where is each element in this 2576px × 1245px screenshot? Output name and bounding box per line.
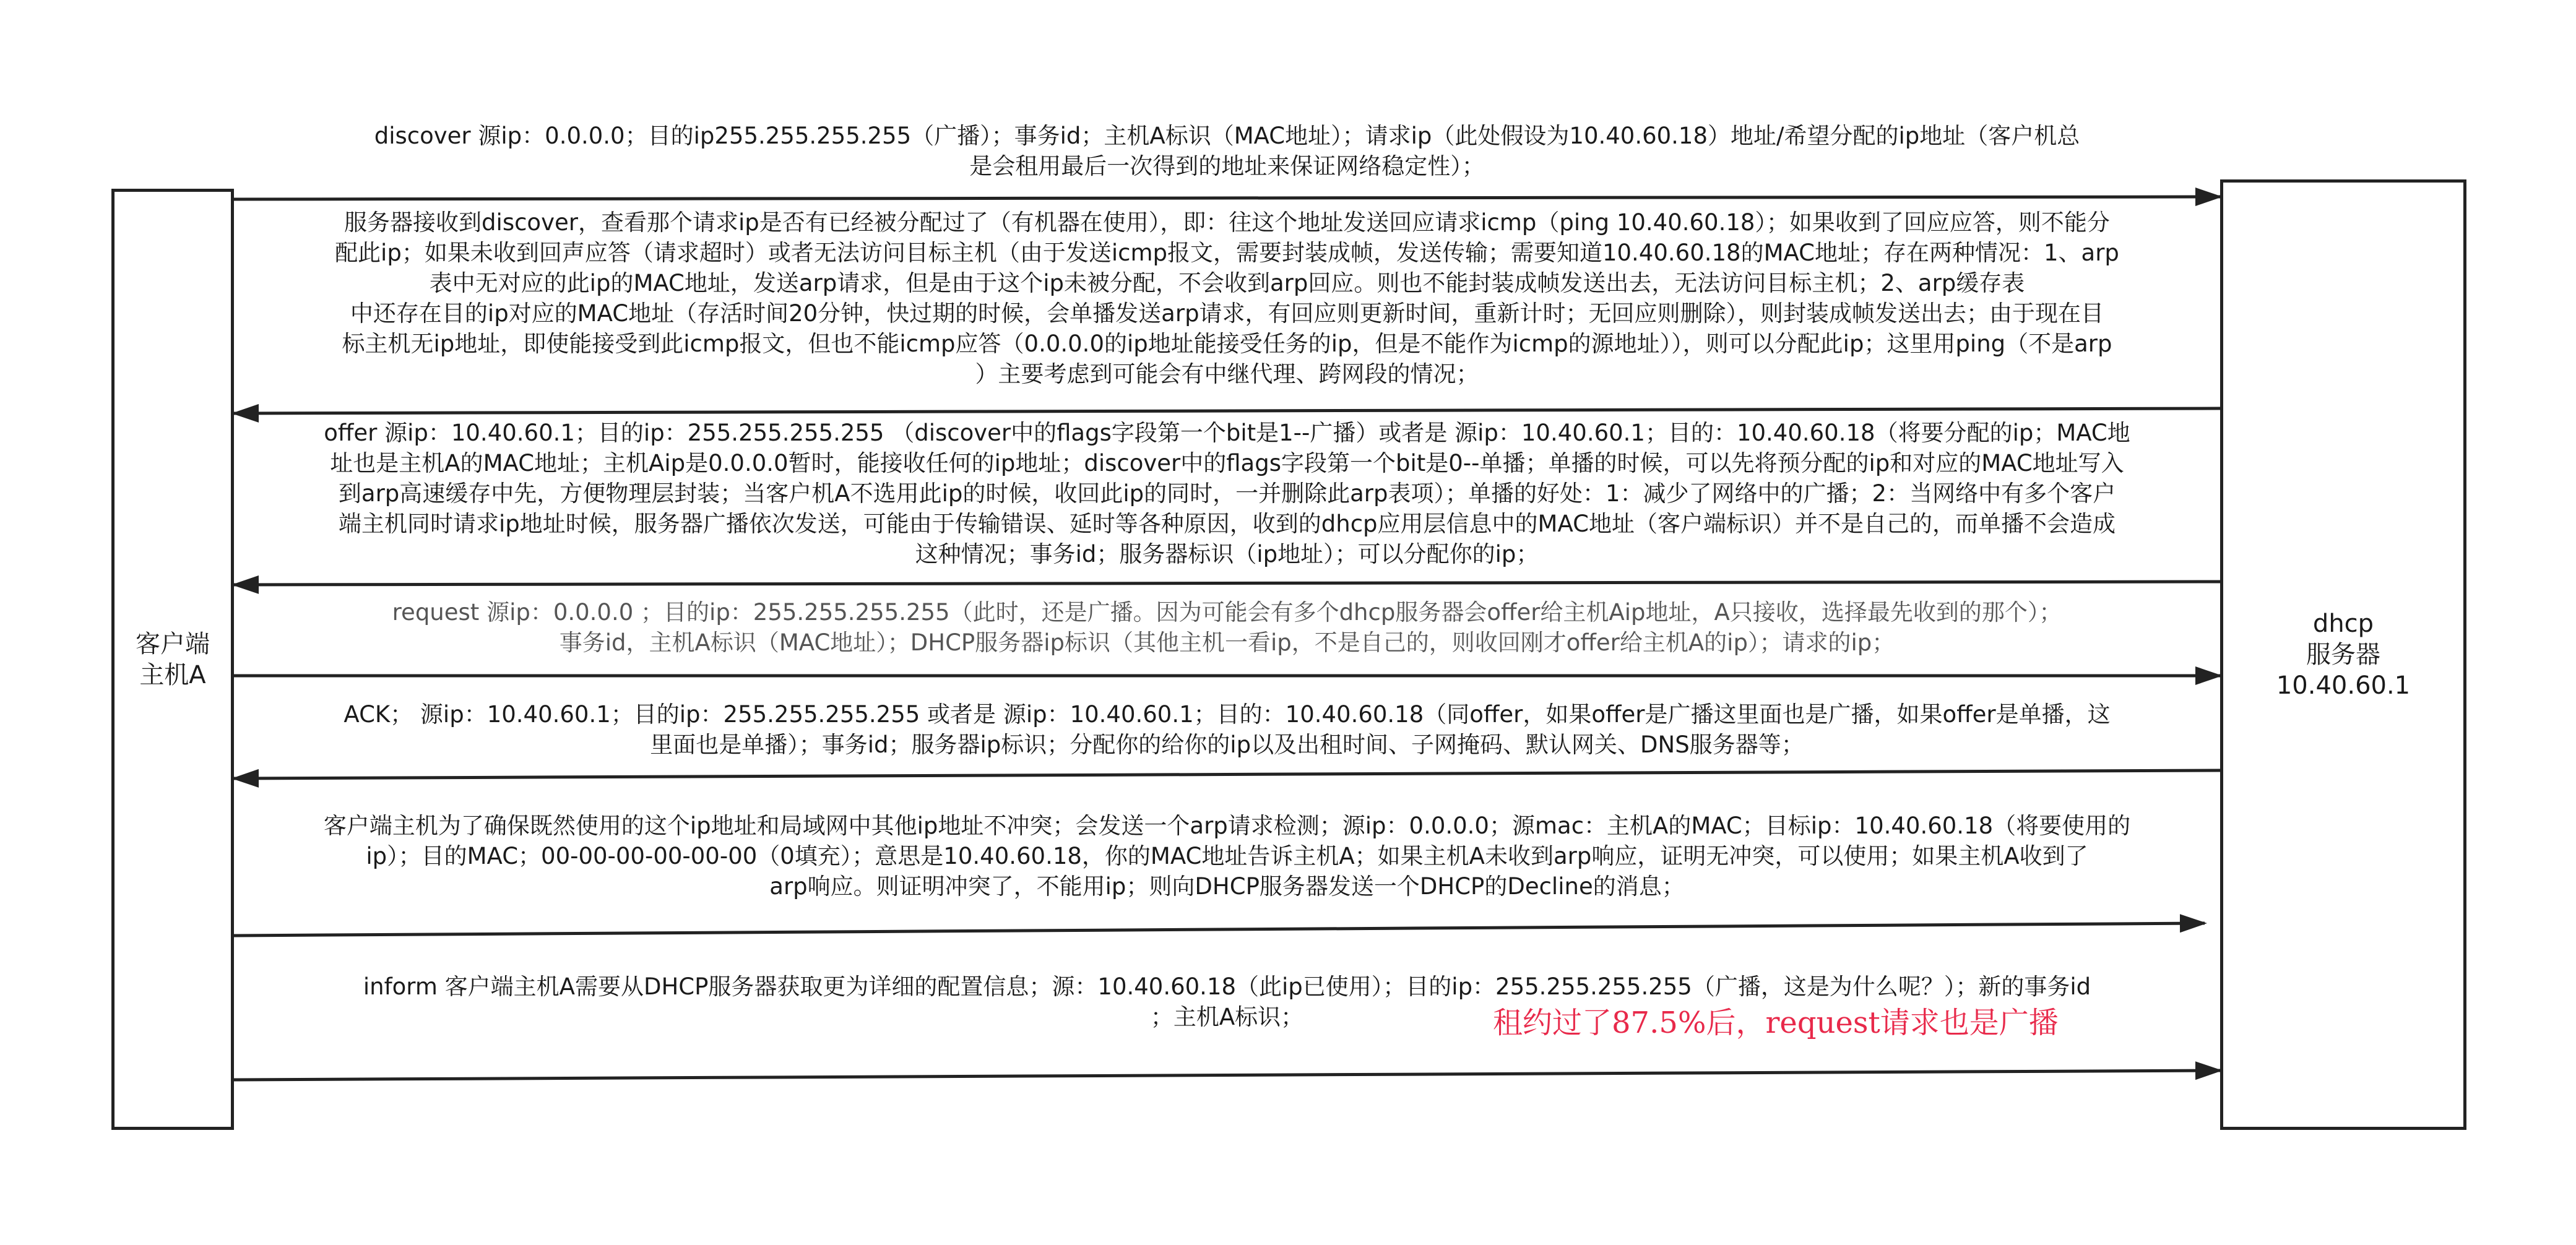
ack-message: ACK； 源ip：10.40.60.1；目的ip：255.255.255.255 或者是 源ip：10.40.60.1；目的：10.40.60.18（同offer，如果offer是广播这里面也是广播，如果offer是单播，这 里面也是单播）；事务id；服务器ip标识；分配你的给你的ip以及出租时间、子网掩码、默认网关、DNS服务器等；: [344, 701, 2111, 758]
offer-message: offer 源ip：10.40.60.1；目的ip：255.255.255.255 （discover中的flags字段第一个bit是1--广播）或者是 源ip：10.40.60.1；目的：10.40.60.18（将要分配的ip；MAC地 址也是主机A的MAC地址；主机Aip是0.0.0.0暂时，能接收任何的ip地址；discover中的flags字段第一个bit是0--单播；单播的时候，可以先将预分配的ip和对应的MAC地址写入 到arp高速缓存中先，方便物理层封装；当客户机A不选用此ip的时候，收回此ip的同时，一并删除此arp表项）；单播的好处：1：减少了网络中的广播；2：当网络中有多个客户 端主机同时请求ip地址时候，服务器广播依次发送，可能由于传输错误、延时等各种原因，收到的dhcp应用层信息中的MAC地址（客户端标识）并不是自己的，而单播不会造成 这种情况；事务id；服务器标识（ip地址）；可以分配你的ip；: [324, 420, 2130, 567]
ack-arrow: [234, 770, 2220, 778]
arp-check-arrow: [234, 923, 2205, 936]
icmp-check-arrow: [234, 408, 2220, 413]
lease-renewal-note: 租约过了87.5%后，request请求也是广播: [1493, 1006, 2059, 1040]
client-host-label: 客户端 主机A: [136, 629, 210, 689]
inform-message: inform 客户端主机A需要从DHCP服务器获取更为详细的配置信息；源：10.40.60.18（此ip已使用）；目的ip：255.255.255.255（广播，这是为什么呢？）；新的事务id ；主机A标识；: [363, 973, 2091, 1030]
discover-message: discover 源ip：0.0.0.0；目的ip255.255.255.255（广播）；事务id；主机A标识（MAC地址）；请求ip（此处假设为10.40.60.18）地址/希望分配的ip地址（客户机总 是会租用最后一次得到的地址来保证网络稳定性）；: [374, 123, 2080, 179]
inform-arrow: [234, 1071, 2220, 1080]
arp-conflict-check-message: 客户端主机为了确保既然使用的这个ip地址和局域网中其他ip地址不冲突；会发送一个arp请求检测；源ip：0.0.0.0；源mac：主机A的MAC；目标ip：10.40.60.18（将要使用的 ip）；目的MAC；00-00-00-00-00-00（0填充）；意思是10.40.60.18，你的MAC地址告诉主机A；如果主机A未收到arp响应，证明无冲突，可以使用；如果主机A收到了 arp响应。则证明冲突了，不能用ip；则向DHCP服务器发送一个DHCP的Decline的消息；: [323, 812, 2131, 900]
dhcp-server-label: dhcp 服务器 10.40.60.1: [2276, 610, 2411, 700]
icmp-check-message: 服务器接收到discover，查看那个请求ip是否有已经被分配过了（有机器在使用），即：往这个地址发送回应请求icmp（ping 10.40.60.18）；如果收到了回应应答，则不能分 配此ip；如果未收到回声应答（请求超时）或者无法访问目标主机（由于发送icmp报文，需要封装成帧，发送传输；需要知道10.40.60.18的MAC地址；存在两种情况：1、arp 表中无对应的此ip的MAC地址，发送arp请求，但是由于这个ip未被分配，不会收到arp回应。则也不能封装成帧发送出去，无法访问目标主机；2、arp缓存表 中还存在目的ip对应的MAC地址（存活时间20分钟，快过期的时候，会单播发送arp请求，有回应则更新时间，重新计时；无回应则删除），则封装成帧发送出去；由于现在目 标主机无ip地址，即使能接受到此icmp报文，但也不能icmp应答（0.0.0.0的ip地址能接受任务的ip，但是不能作为icmp的源地址）），则可以分配此ip；这里用ping（不是arp ）主要考虑到可能会有中继代理、跨网段的情况；: [335, 209, 2119, 387]
request-message: request 源ip：0.0.0.0 ；目的ip：255.255.255.255（此时，还是广播。因为可能会有多个dhcp服务器会offer给主机Aip地址，A只接收，选择最先收到的那个）； 事务id，主机A标识（MAC地址）；DHCP服务器ip标识（其他主机一看ip，不是自己的，则收回刚才offer给主机A的ip）；请求的ip；: [392, 599, 2062, 656]
discover-arrow: [234, 197, 2220, 199]
offer-arrow: [234, 582, 2220, 585]
